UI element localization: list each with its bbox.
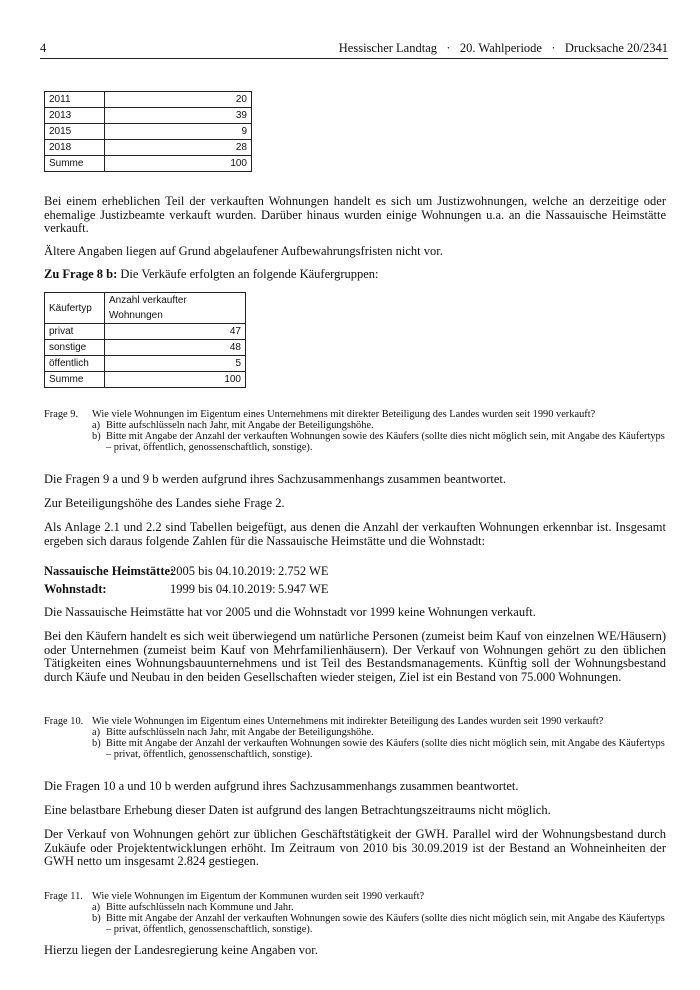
question-sub-b [92, 913, 666, 935]
type-cell: Summe [45, 372, 105, 388]
type-cell: sonstige [45, 340, 105, 356]
row-value: 5.947 WE [278, 582, 329, 596]
value-cell: 39 [105, 108, 252, 124]
paragraph-gwh: Der Verkauf von Wohnungen gehört zur üblichen Geschäftstätigkeit der GWH. Parallel wird der Wohnungsbestand durch Zukäufe oder Projektentwicklungen erhöht. Im Zeitraum von 2010 bis 30.09.2019 ist der Bestand an Wohneinheiten der GWH netto um insgesamt 2.824 gestiegen. [44, 827, 666, 868]
year-cell: 2011 [45, 92, 105, 108]
type-cell: öffentlich [45, 356, 105, 372]
paragraph-aufbewahrung: Ältere Angaben liegen auf Grund abgelaufener Aufbewahrungsfristen nicht vor. [44, 244, 443, 258]
count-cell: 5 [105, 356, 246, 372]
question-text: Wie viele Wohnungen im Eigentum eines Unternehmens mit direkter Beteiligung des Landes wurden seit 1990 verkauft? [92, 409, 596, 420]
sub-text: Bitte aufschlüsseln nach Jahr, mit Angabe der Beteiligungshöhe. [106, 420, 374, 431]
sales-by-year-table [44, 91, 252, 172]
paragraph-justizwohnungen: Bei einem erheblichen Teil der verkauften Wohnungen handelt es sich um Justizwohnungen, welche an derzeitige oder ehemalige Justizbeamte verkauft wurden. Darüber hinaus wurden einige Wohnungen u.a. an die Nassauische Heimstätte verkauft. [44, 194, 666, 235]
table-row [45, 92, 252, 108]
sub-text: Bitte mit Angabe der Anzahl der verkauften Wohnungen sowie des Käufers (sollte dies nicht möglich sein, mit Angabe des Käufertyps – privat, öffentlich, genossenschaftlich, sonstige). [106, 738, 665, 760]
paragraph-kaeufer: Bei den Käufern handelt es sich weit überwiegend um natürliche Personen (zumeist beim Kauf von einzelnen WE/Häusern) oder Unternehmen (zumeist beim Kauf von Mehrfamilienhäusern). Der Verkauf von Wohnungen gehört zu den üblichen Tätigkeiten eines Wohnungsbauunternehmens und ist Teil des Bestandsmanagements. Künftig soll der Wohnungsbestand durch Käufe und Neubau in den beiden Gesellschaften wieder steigen, Ziel ist ein Bestand von 75.000 Wohnungen. [44, 629, 666, 684]
table-row [45, 140, 252, 156]
question-number: Frage 10. [44, 716, 84, 727]
question-text: Wie viele Wohnungen im Eigentum der Kommunen wurden seit 1990 verkauft? [92, 891, 425, 902]
row-value: 2.752 WE [278, 564, 329, 578]
row-label: Nassauische Heimstätte: [44, 564, 175, 578]
question-number: Frage 11. [44, 891, 83, 902]
count-cell: 47 [105, 324, 246, 340]
question-10 [44, 716, 666, 760]
row-label: Wohnstadt: [44, 582, 107, 596]
header-rule [40, 58, 668, 59]
header-cell-count: Anzahl verkaufter Wohnungen [105, 293, 246, 324]
page-header [40, 41, 668, 59]
question-11 [44, 891, 666, 935]
sub-label: a) [92, 727, 101, 738]
count-cell: 48 [105, 340, 246, 356]
type-cell: privat [45, 324, 105, 340]
sub-text: Bitte aufschlüsseln nach Kommune und Jahr. [106, 902, 294, 913]
total-value-cell: 100 [105, 156, 252, 172]
header-title: Hessischer Landtag · 20. Wahlperiode · Drucksache 20/2341 [338, 41, 668, 55]
question-sub-b [92, 738, 666, 760]
year-cell: 2013 [45, 108, 105, 124]
paragraph-keine-angaben: Hierzu liegen der Landesregierung keine Angaben vor. [44, 943, 318, 957]
answer-label: Zu Frage 8 b: [44, 267, 118, 281]
table-row [45, 340, 246, 356]
row-period: 1999 bis 04.10.2019: [170, 582, 276, 596]
question-number: Frage 9. [44, 409, 79, 420]
paragraph-vor-2005: Die Nassauische Heimstätte hat vor 2005 und die Wohnstadt vor 1999 keine Wohnungen verkauft. [44, 605, 536, 619]
total-label-cell: Summe [45, 156, 105, 172]
paragraph-fragen-9: Die Fragen 9 a und 9 b werden aufgrund ihres Sachzusammenhangs zusammen beantwortet. [44, 472, 507, 486]
table-row [45, 372, 246, 388]
table-row [45, 324, 246, 340]
buyer-groups-table [44, 292, 246, 388]
answer-text: Die Verkäufe erfolgten an folgende Käufergruppen: [117, 267, 379, 281]
question-sub-b [92, 431, 666, 453]
question-9 [44, 409, 666, 453]
line-wohnstadt [44, 582, 328, 597]
year-cell: 2015 [45, 124, 105, 140]
paragraph-beteiligung: Zur Beteiligungshöhe des Landes siehe Frage 2. [44, 496, 285, 510]
sub-label: a) [92, 420, 101, 431]
table-total-row [45, 156, 252, 172]
count-cell: 100 [105, 372, 246, 388]
value-cell: 28 [105, 140, 252, 156]
header-cell-type: Käufertyp [45, 293, 105, 324]
row-period: 2005 bis 04.10.2019: [170, 564, 276, 578]
question-sub-a [92, 902, 666, 913]
table-row [45, 108, 252, 124]
question-sub-a [92, 420, 666, 431]
table-header-row [45, 293, 246, 324]
table-row [45, 356, 246, 372]
sub-text: Bitte mit Angabe der Anzahl der verkauften Wohnungen sowie des Käufers (sollte dies nicht möglich sein, mit Angabe des Käufertyps – privat, öffentlich, genossenschaftlich, sonstige). [106, 431, 665, 453]
sub-label: b) [92, 913, 101, 924]
sub-label: b) [92, 431, 101, 442]
line-nassauische [44, 564, 328, 579]
sub-text: Bitte aufschlüsseln nach Jahr, mit Angabe der Beteiligungshöhe. [106, 727, 374, 738]
question-sub-a [92, 727, 666, 738]
question-text: Wie viele Wohnungen im Eigentum eines Unternehmens mit indirekter Beteiligung des Landes wurden seit 1990 verkauft? [92, 716, 604, 727]
paragraph-fragen-10: Die Fragen 10 a und 10 b werden aufgrund ihres Sachzusammenhangs zusammen beantwortet. [44, 779, 519, 793]
value-cell: 20 [105, 92, 252, 108]
answer-8b-heading [44, 268, 666, 282]
sub-label: b) [92, 738, 101, 749]
paragraph-anlagen: Als Anlage 2.1 und 2.2 sind Tabellen beigefügt, aus denen die Anzahl der verkauften Wohnungen erkennbar ist. Insgesamt ergeben sich daraus folgende Zahlen für die Nassauische Heimstätte und die Wohnstadt: [44, 520, 666, 548]
paragraph-erhebung: Eine belastbare Erhebung dieser Daten ist aufgrund des langen Betrachtungszeitraums nicht möglich. [44, 803, 551, 817]
year-cell: 2018 [45, 140, 105, 156]
sub-label: a) [92, 902, 101, 913]
value-cell: 9 [105, 124, 252, 140]
page-number: 4 [40, 41, 47, 55]
table-row [45, 124, 252, 140]
sub-text: Bitte mit Angabe der Anzahl der verkauften Wohnungen sowie des Käufers (sollte dies nicht möglich sein, mit Angabe des Käufertyps – privat, öffentlich, genossenschaftlich, sonstige). [106, 913, 665, 935]
